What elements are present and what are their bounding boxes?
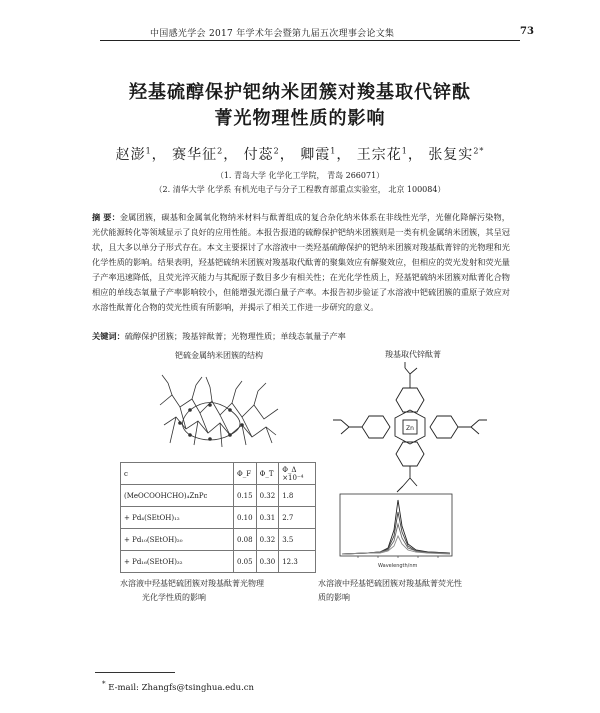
table-cell: 0.31 <box>256 507 279 529</box>
author: 付蕊$^2$ <box>243 146 280 163</box>
author: 赵澎$^1$ <box>115 146 152 163</box>
table-row <box>121 551 316 573</box>
table-cell: (MeOCOOHCHO)₄ZnPc <box>121 485 234 507</box>
table-row <box>121 485 316 507</box>
affiliation-1: （1. 青岛大学 化学化工学院， 青岛 266071） <box>215 171 385 180</box>
fluorescence-spectra-plot <box>328 490 458 570</box>
svg-text:Zn: Zn <box>406 425 414 432</box>
table-header-cell: Φ_F <box>234 463 257 485</box>
table-cell: 0.08 <box>234 529 257 551</box>
running-header: 中国感光学会 2017 年学术年会暨第九届五次理事会论文集 <box>150 29 395 39</box>
author: 卿霞$^1$ <box>300 146 337 163</box>
table-row <box>121 529 316 551</box>
abstract-label: 摘 要： <box>92 212 120 222</box>
paper-title-line2: 菁光物理性质的影响 <box>214 108 386 129</box>
table-cell: + Pd₁₆(SEtOH)₃₂ <box>121 551 234 573</box>
left-figure-caption-line1: 水溶液中羟基钯硫团簇对羧基酞菁光物理 <box>120 579 264 588</box>
table-cell: 2.7 <box>279 507 316 529</box>
table-cell: 0.30 <box>256 551 279 573</box>
photophysics-table <box>120 462 316 573</box>
abstract <box>92 210 510 315</box>
paper-title-line1: 羟基硫醇保护钯纳米团簇对羧基取代锌酞 <box>129 82 471 103</box>
author-list: 赵澎$^1$， 赛华征$^2$， 付蕊$^2$， 卿霞$^1$， 王宗花$^1$， 张复实$^{2*}$ <box>115 146 485 163</box>
table-header-cell: Φ_T <box>256 463 279 485</box>
header-divider <box>100 40 520 41</box>
affiliation-2: （2. 清华大学 化学系 有机光电子与分子工程教育部重点实验室， 北京 100084） <box>154 185 446 194</box>
keywords-text: 硫醇保护团簇；羧基锌酞菁；光物理性质；单线态氧量子产率 <box>124 331 346 341</box>
author: 王宗花$^1$ <box>356 146 408 163</box>
table-cell: 0.05 <box>234 551 257 573</box>
table-cell: + Pd₄(SEtOH)₁₂ <box>121 507 234 529</box>
table-cell: 0.15 <box>234 485 257 507</box>
table-cell: + Pd₁₀(SEtOH)₂₀ <box>121 529 234 551</box>
page-number: 73 <box>520 26 534 37</box>
right-figure-caption-line1: 水溶液中羟基钯硫团簇对羧基酞菁荧光性 <box>318 579 462 588</box>
znpc-structure-diagram <box>325 360 495 500</box>
cluster-structure-diagram <box>150 365 290 450</box>
table-header-cell: c <box>121 463 234 485</box>
znpc-structure-title: 羧基取代锌酞菁 <box>385 350 441 359</box>
right-figure-caption-line2: 质的影响 <box>318 593 350 602</box>
abstract-text: 金属团簇，碳基和金属氧化物纳米材料与酞菁组成的复合杂化纳米体系在非线性光学，光催化降解污染物，光伏能源转化等领域显示了良好的应用性能。本报告报道的硫醇保护钯纳米团簇则是一类有机金属纳米团簇，其呈冠状，且大多以单分子形式存在。本文主要探讨了水溶液中一类羟基硫醇保护的钯纳米团簇对羧基酞菁锌的光物理和光化学性质的影响。结果表明，羟基钯硫纳米团簇对羧基取代酞菁的聚集效应有解聚效应，但相应的荧光发射和荧光量子产率迅速降低，且荧光淬灭能力与其配原子数目多少有相关性；在光化学性质上，羟基钯硫纳米团簇对酞菁化合物相应的单线态氧量子产率影响较小，但能增强光漂白量子产率。本报告初步验证了水溶液中钯硫团簇的重原子效应对水溶性酞菁化合物的荧光性质有所影响，并揭示了相关工作进一步研究的意义。 <box>92 212 510 312</box>
left-figure-caption-line2: 光化学性质的影响 <box>142 593 206 602</box>
footnote-divider <box>95 672 175 673</box>
cluster-structure-title: 钯硫金属纳米团簇的结构 <box>175 351 263 360</box>
keywords <box>92 331 510 342</box>
table-row <box>121 507 316 529</box>
table-cell: 3.5 <box>279 529 316 551</box>
table-cell: 12.3 <box>279 551 316 573</box>
table-header-cell: Φ_Δ ×10⁻⁴ <box>279 463 316 485</box>
author: 赛华征$^2$ <box>172 146 224 163</box>
table-header-row <box>121 463 316 485</box>
table-cell: 1.8 <box>279 485 316 507</box>
table-cell: 0.32 <box>256 529 279 551</box>
keywords-label: 关键词： <box>92 331 125 341</box>
author: 张复实$^{2*}$ <box>428 146 485 163</box>
x-axis-label: Wavelength/nm <box>378 563 418 569</box>
corresponding-email: * E-mail: Zhangfs@tsinghua.edu.cn <box>102 679 254 693</box>
table-cell: 0.10 <box>234 507 257 529</box>
table-cell: 0.32 <box>256 485 279 507</box>
